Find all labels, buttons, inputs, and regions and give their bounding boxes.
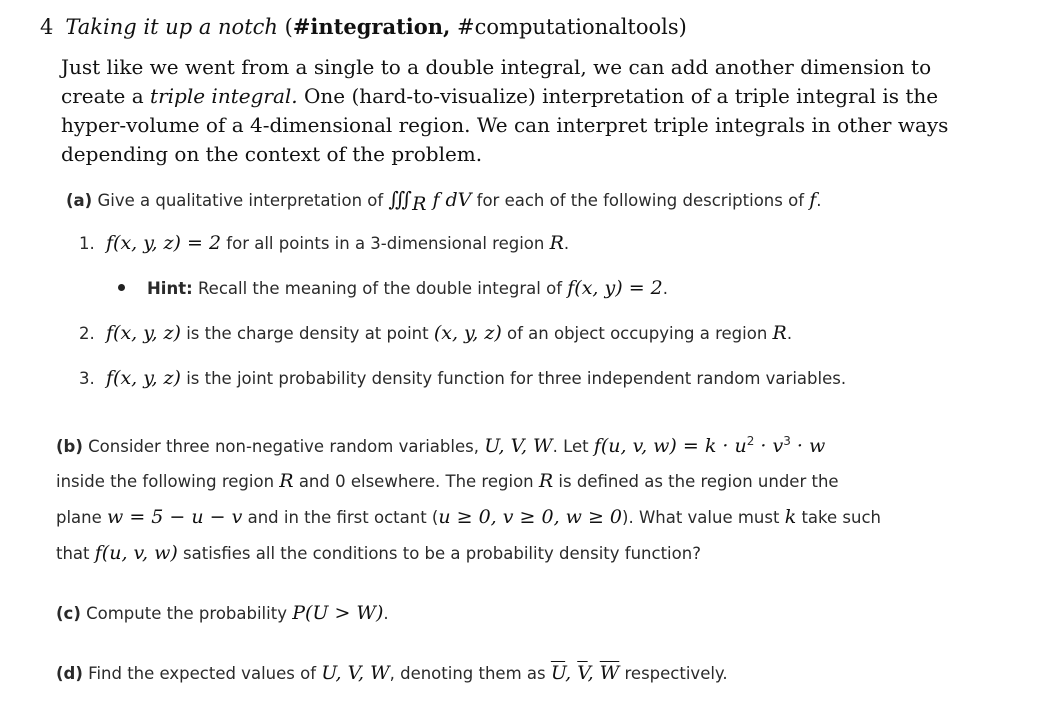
- separator: ,: [565, 662, 578, 684]
- triple-integral-sign: ∭: [388, 187, 413, 211]
- part-b-math-v: · v: [754, 435, 784, 457]
- part-a-label: (a): [66, 191, 93, 210]
- part-b-math-w: · w: [790, 435, 826, 457]
- part-a-text: Give a qualitative interpretation of: [92, 191, 389, 210]
- intro-paragraph: [61, 53, 949, 169]
- item-text-2: of an object occupying a region: [501, 324, 773, 343]
- intro-line-1: Just like we went from a single to a double integral, we can add another dimension to: [61, 55, 932, 79]
- item-end: .: [563, 234, 570, 253]
- hint-end: .: [662, 279, 668, 298]
- part-b-text-let: . Let: [552, 437, 594, 456]
- item-number: 2.: [79, 324, 95, 343]
- part-a-hint: [118, 277, 668, 299]
- part-b-text: ). What value must: [622, 508, 785, 527]
- intro-line-4: depending on the context of the problem.: [61, 142, 483, 166]
- integral-subscript: R: [412, 193, 427, 215]
- part-c-end: .: [383, 604, 389, 623]
- part-a-text-after: for each of the following descriptions of: [471, 191, 810, 210]
- item-math-region: R: [772, 322, 787, 344]
- pdf-function: f(u, v, w): [94, 542, 178, 564]
- section-number: 4: [40, 15, 54, 39]
- item-number: 1.: [79, 234, 95, 253]
- random-variables: U, V, W: [321, 662, 390, 684]
- part-b-line-1: [56, 434, 825, 457]
- part-d-label: (d): [56, 664, 83, 683]
- hint-text: Recall the meaning of the double integral of: [192, 279, 568, 298]
- intro-triple-integral-em: triple integral.: [150, 84, 298, 108]
- part-b-text: plane: [56, 508, 108, 527]
- part-c: [56, 602, 389, 624]
- part-b-text: take such: [796, 508, 881, 527]
- probability-expression: P(U > W): [292, 602, 384, 624]
- plane-equation: w = 5 − u − v: [107, 506, 243, 528]
- part-a-item-3: [79, 367, 846, 389]
- intro-line-2: [61, 82, 941, 111]
- part-b-math-pdf: f(u, v, w) = k · u: [593, 435, 747, 457]
- part-b-text: satisfies all the conditions to be a probability density function?: [177, 544, 701, 563]
- part-c-text: Compute the probability: [80, 604, 293, 623]
- region-r: R: [279, 470, 294, 492]
- octant-conditions: u ≥ 0, v ≥ 0, w ≥ 0: [438, 506, 623, 528]
- v-bar: $\overline{V}$: [577, 662, 588, 684]
- tag-open: (: [284, 15, 293, 39]
- part-b-text: and in the first octant (: [242, 508, 439, 527]
- integrand: f dV: [426, 189, 472, 211]
- part-b-line-2: [56, 470, 839, 492]
- hint-label: Hint:: [147, 279, 193, 298]
- part-b-text: and 0 elsewhere. The region: [293, 472, 539, 491]
- exponent-2: 2: [746, 434, 755, 448]
- part-b-text: inside the following region: [56, 472, 280, 491]
- part-a-item-1: [79, 232, 569, 254]
- part-b-text: is defined as the region under the: [553, 472, 839, 491]
- intro-line-2-b: One (hard-to-visualize) interpretation of a triple integral is the: [297, 84, 939, 108]
- part-d-end: respectively.: [619, 664, 728, 683]
- section-title: Taking it up a notch: [65, 15, 278, 39]
- f-symbol: f: [809, 189, 817, 211]
- exponent-3: 3: [783, 434, 791, 448]
- intro-line-2-a: create a: [61, 84, 151, 108]
- section-heading: [40, 14, 687, 39]
- part-a-prompt: [66, 187, 822, 215]
- region-r: R: [538, 470, 554, 492]
- part-b-text: that: [56, 544, 95, 563]
- part-b-math-vars: U, V, W: [484, 435, 553, 457]
- item-math: f(x, y, z) = 2: [106, 232, 222, 254]
- item-math: f(x, y, z): [106, 322, 181, 344]
- item-math-point: (x, y, z): [433, 322, 502, 344]
- item-math-region: R: [549, 232, 564, 254]
- w-bar: $\overline{W}$: [599, 662, 620, 684]
- part-b-label: (b): [56, 437, 83, 456]
- part-a-end: .: [816, 191, 822, 210]
- constant-k: k: [784, 506, 797, 528]
- bullet-icon: [118, 284, 125, 291]
- intro-line-3: hyper-volume of a 4-dimensional region. We can interpret triple integrals in other ways: [61, 113, 949, 137]
- part-a-item-2: [79, 322, 792, 344]
- part-b-line-4: [56, 542, 701, 564]
- item-number: 3.: [79, 369, 95, 388]
- part-b-line-3: [56, 506, 881, 528]
- tag-integration: #integration,: [292, 14, 451, 39]
- part-d-text-2: , denoting them as: [389, 664, 551, 683]
- item-math: f(x, y, z): [106, 367, 181, 389]
- item-text: for all points in a 3-dimensional region: [221, 234, 550, 253]
- tag-computationaltools: #computationaltools): [457, 15, 687, 39]
- item-text: is the joint probability density function for three independent random variables.: [180, 369, 847, 388]
- part-d: [56, 662, 728, 684]
- separator: ,: [587, 662, 600, 684]
- part-c-label: (c): [56, 604, 81, 623]
- part-d-text: Find the expected values of: [82, 664, 322, 683]
- part-b-text: Consider three non-negative random variables,: [82, 437, 485, 456]
- item-end: .: [786, 324, 793, 343]
- item-text: is the charge density at point: [180, 324, 434, 343]
- hint-math: f(x, y) = 2: [567, 277, 663, 299]
- u-bar: $\overline{U}$: [550, 662, 566, 684]
